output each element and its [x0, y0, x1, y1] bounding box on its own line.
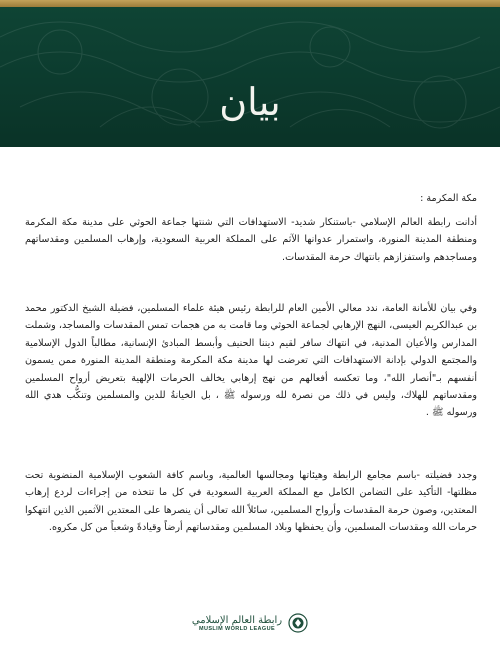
mwl-logo: [0, 608, 500, 638]
location-line: مكة المكرمة :: [420, 193, 477, 204]
paragraph-3: وجدد فضيلته -باسم مجامع الرابطة وهيئاتها ومجالسها العالمية، وباسم كافة الشعوب الإسلامية المنضوية تحت مظلتها- التأكيد على التضامن الكامل مع المملكة العربية السعودية في كل ما تتخذه من إجراءات لردع إرهاب المعتدين، وصون حرمة المقدسات وأرواح المسلمين، سائلاً الله تعالى أن ينصرها على المعتدين الآثمين الذين انتهكوا حرمات الله ومقدسات المسلمين، وأن يحفظها وبلاد المسلمين ومقدساتهم أرضاً وقيادةً وشعباً من كل مكروه.: [25, 470, 477, 534]
paragraph-2: وفي بيان للأمانة العامة، ندد معالي الأمين العام للرابطة رئيس هيئة علماء المسلمين، فضيلة الشيخ الدكتور محمد بن عبدالكريم العيسى، النهج الإرهابي لجماعة الحوثي وما قامت به من هجمات تمس المقدسات والمساجد، وشملت المدارس والأعيان المدنية، في انتهاك سافر لقيم ديننا الحنيف وأبسط المبادئ الإنسانية، مطالباً الدول الإسلامية والمجتمع الدولي بإدانة الاستهدافات التي تعرضت لها مدينة مكة المكرمة ومنطقة المدينة المنورة ممن يسمون أنفسهم بـ"أنصار الله"، وما تعكسه أفعالهم من نهج إرهابي يخالف الحرمات الإلهية بتعريض أرواح المسلمين ومقدساتهم للهلاك، وليس في ذلك من نصرة لله ورسوله ﷺ ، بل الخيانةُ للدين والمسلمين وتنكُّب هدي الله ورسوله ﷺ .: [25, 303, 477, 419]
gold-border: [0, 0, 500, 7]
logo-arabic-name: رابطة العالم الإسلامي: [191, 614, 283, 626]
mwl-emblem-icon: [288, 613, 308, 633]
arabesque-pattern: [0, 7, 500, 147]
logo-english-name: MUSLIM WORLD LEAGUE: [198, 625, 276, 632]
statement-header: [0, 0, 500, 147]
paragraph-1: أدانت رابطة العالم الإسلامي -باستنكار شديد- الاستهدافات التي شنتها جماعة الحوثي على مدينة مكة المكرمة ومنطقة المدينة المنورة، واستمرار عدوانها الآثم على المملكة العربية السعودية، وإرهاب المسلمين ومقدساتهم ومساجدهم واستفزازهم بانتهاك حرمة المقدسات.: [25, 217, 477, 263]
statement-title: بيان: [219, 80, 281, 124]
logo-text: [192, 615, 282, 632]
